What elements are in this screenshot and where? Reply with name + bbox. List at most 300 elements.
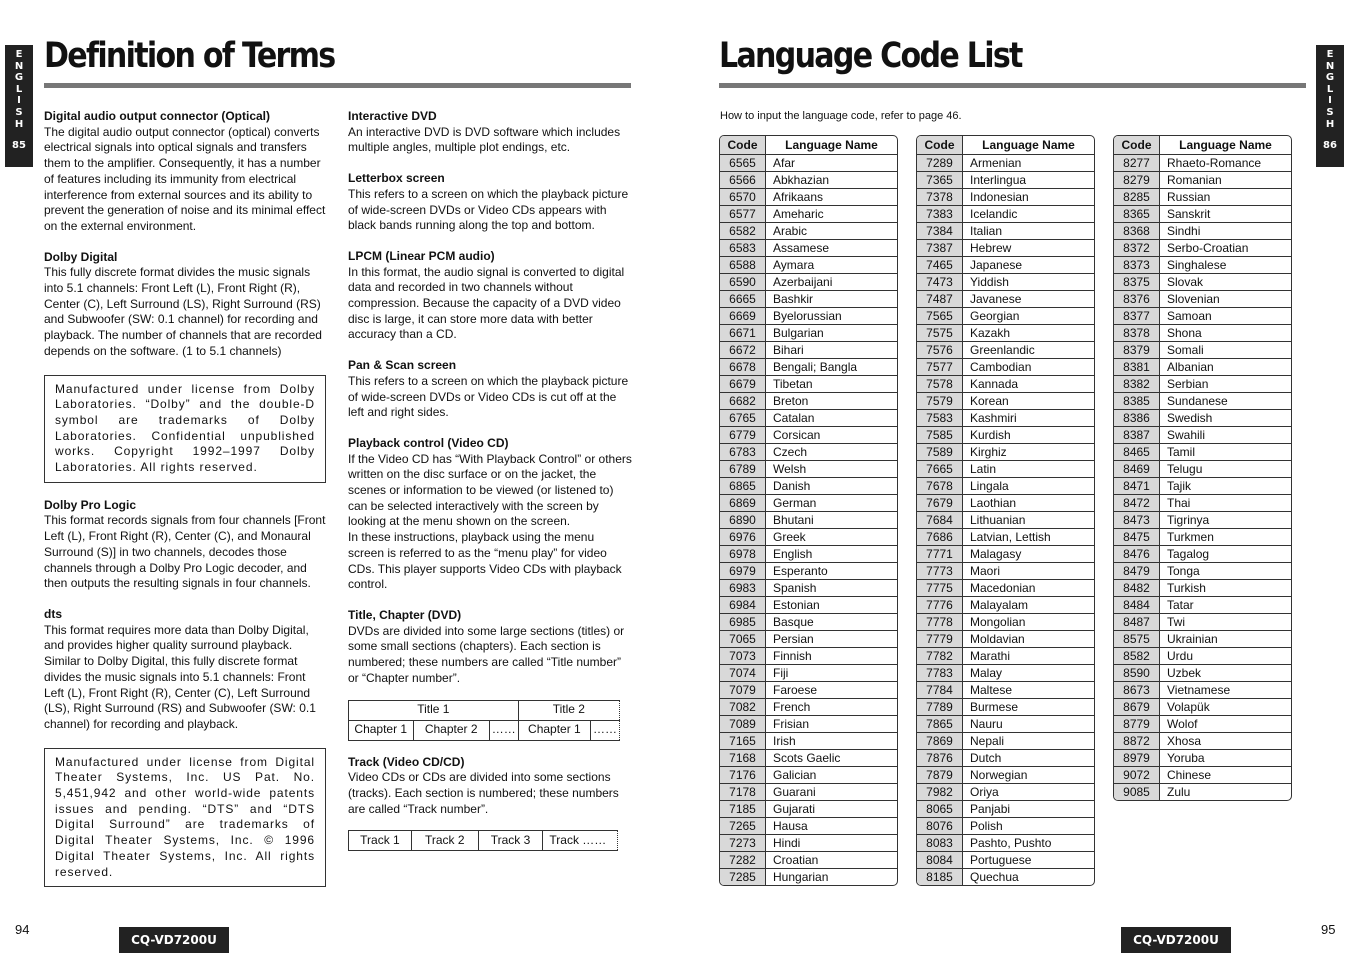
tab-letter: N (1325, 60, 1335, 72)
table-row (720, 716, 897, 733)
table-row (720, 410, 897, 427)
language-name: Byelorussian (766, 308, 898, 325)
language-name: Kannada (963, 376, 1095, 393)
table-row (917, 563, 1094, 580)
language-name: Lithuanian (963, 512, 1095, 529)
table-row (720, 240, 897, 257)
header-language-name: Language Name (963, 136, 1095, 155)
language-name: Azerbaijani (766, 274, 898, 291)
language-name: Kazakh (963, 325, 1095, 342)
language-name: Scots Gaelic (766, 750, 898, 767)
table-row (917, 597, 1094, 614)
diagram-track-cell: Track 3 (478, 831, 543, 851)
language-name: Greenlandic (963, 342, 1095, 359)
language-name: Maltese (963, 682, 1095, 699)
language-name: Malayalam (963, 597, 1095, 614)
table-row (720, 835, 897, 852)
language-code: 7168 (720, 750, 766, 767)
language-name: Serbo-Croatian (1160, 240, 1292, 257)
language-name: Kashmiri (963, 410, 1095, 427)
language-name: Arabic (766, 223, 898, 240)
diagram-chapter-cell: Chapter 1 (349, 720, 414, 740)
term-heading: Dolby Digital (44, 249, 118, 264)
table-row (1114, 580, 1291, 597)
language-code: 8479 (1114, 563, 1160, 580)
language-name: Samoan (1160, 308, 1292, 325)
table-row (1114, 767, 1291, 784)
language-name: Gujarati (766, 801, 898, 818)
table-row (917, 376, 1094, 393)
table-row (720, 359, 897, 376)
language-code: 7589 (917, 444, 963, 461)
table-row (1114, 512, 1291, 529)
language-table-2 (916, 135, 1095, 886)
table-row (917, 665, 1094, 682)
language-name: Abkhazian (766, 172, 898, 189)
language-name: Swahili (1160, 427, 1292, 444)
language-name: Georgian (963, 308, 1095, 325)
language-name: Irish (766, 733, 898, 750)
table-row (1114, 665, 1291, 682)
page-title-definition-of-terms: Definition of Terms (44, 36, 335, 76)
language-code: 7789 (917, 699, 963, 716)
header-language-name: Language Name (1160, 136, 1292, 155)
language-code: 7176 (720, 767, 766, 784)
table-row (1114, 631, 1291, 648)
term-heading: dts (44, 606, 62, 621)
term-heading: Playback control (Video CD) (348, 435, 509, 450)
language-code: 8386 (1114, 410, 1160, 427)
language-code: 7165 (720, 733, 766, 750)
language-code: 7074 (720, 665, 766, 682)
table-row (720, 750, 897, 767)
table-row (1114, 240, 1291, 257)
table-row (917, 869, 1094, 886)
table-row (720, 665, 897, 682)
table-row (917, 172, 1094, 189)
language-name: Romanian (1160, 172, 1292, 189)
language-name: Malagasy (963, 546, 1095, 563)
language-code: 7079 (720, 682, 766, 699)
side-tab-page: 85 (12, 140, 26, 152)
table-row (1114, 189, 1291, 206)
language-name: Malay (963, 665, 1095, 682)
language-name: Frisian (766, 716, 898, 733)
language-code: 8368 (1114, 223, 1160, 240)
table-row (1114, 750, 1291, 767)
language-name: Polish (963, 818, 1095, 835)
table-row (917, 512, 1094, 529)
language-name: Tamil (1160, 444, 1292, 461)
table-row (1114, 614, 1291, 631)
term-text: An interactive DVD is DVD software which includes multiple angles, multiple plot endings, etc. (348, 124, 621, 155)
table-row (1114, 597, 1291, 614)
table-row (720, 580, 897, 597)
table-row (1114, 563, 1291, 580)
table-row (720, 529, 897, 546)
language-name: Nepali (963, 733, 1095, 750)
language-name: Albanian (1160, 359, 1292, 376)
table-row (917, 325, 1094, 342)
language-name: Latvian, Lettish (963, 529, 1095, 546)
language-name: Panjabi (963, 801, 1095, 818)
table-row (720, 546, 897, 563)
term-text: The digital audio output connector (optical) converts electrical signals into optical signals and transfers them to the amplifier. Consequently, it has a number of features including its immunity from electrical interference from external sources and its ability to prevent the generation of noise and its minimal effect on the external environment. (44, 124, 326, 233)
language-name: Norwegian (963, 767, 1095, 784)
language-name: Welsh (766, 461, 898, 478)
table-row (1114, 342, 1291, 359)
table-row (1114, 733, 1291, 750)
language-name: Esperanto (766, 563, 898, 580)
language-name: Basque (766, 614, 898, 631)
language-code: 6983 (720, 580, 766, 597)
table-row (917, 631, 1094, 648)
table-header-row (917, 136, 1094, 155)
term-heading: Digital audio output connector (Optical) (44, 109, 270, 123)
table-row (720, 563, 897, 580)
language-name: Yiddish (963, 274, 1095, 291)
language-name: Sanskrit (1160, 206, 1292, 223)
table-row (720, 784, 897, 801)
table-row (1114, 444, 1291, 461)
language-name: Catalan (766, 410, 898, 427)
language-name: Shona (1160, 325, 1292, 342)
language-code: 6779 (720, 427, 766, 444)
language-name: Tajik (1160, 478, 1292, 495)
table-row (720, 801, 897, 818)
language-name: Hungarian (766, 869, 898, 886)
model-badge-right: CQ-VD7200U (1121, 927, 1231, 953)
language-code: 7678 (917, 478, 963, 495)
term-heading: Track (Video CD/CD) (348, 754, 465, 769)
language-code: 8779 (1114, 716, 1160, 733)
language-name: Galician (766, 767, 898, 784)
language-code: 8076 (917, 818, 963, 835)
term-letterbox (348, 171, 632, 234)
language-name: Chinese (1160, 767, 1292, 784)
language-code: 7876 (917, 750, 963, 767)
language-code: 8379 (1114, 342, 1160, 359)
language-code: 9085 (1114, 784, 1160, 801)
definitions-column-1 (44, 109, 326, 902)
term-playback-control (348, 436, 632, 593)
term-text: This fully discrete format divides the music signals into 5.1 channels: Front Left (L), Front Right (R), Center (C), Left Surround (LS), Right Surround (RS) and Subwoofer (SW: 0.1 channel) for recording and playback. The number of channels that are recorded depends on the software. (1 to 5.1 channels) (44, 265, 322, 358)
tab-letter: S (1326, 106, 1334, 118)
language-name: Portuguese (963, 852, 1095, 869)
table-row (917, 291, 1094, 308)
table-row (1114, 376, 1291, 393)
side-tab-letters (1316, 49, 1344, 130)
language-code: 7473 (917, 274, 963, 291)
table-row (1114, 427, 1291, 444)
table-row (917, 223, 1094, 240)
tab-letter: H (14, 118, 24, 130)
table-row (720, 869, 897, 886)
term-text: If the Video CD has “With Playback Control” or others written on the disc surface or on the jacket, the scenes or information to be viewed (or listened to) can be selected interactively with the screen by looking at the menu shown on the screen. (348, 451, 632, 529)
table-row (1114, 308, 1291, 325)
language-code: 6669 (720, 308, 766, 325)
language-code: 6672 (720, 342, 766, 359)
language-name: Estonian (766, 597, 898, 614)
language-name: Breton (766, 393, 898, 410)
language-name: Macedonian (963, 580, 1095, 597)
language-code: 7577 (917, 359, 963, 376)
table-row (720, 444, 897, 461)
language-code: 8385 (1114, 393, 1160, 410)
language-code: 7579 (917, 393, 963, 410)
table-row (720, 172, 897, 189)
language-code: 8375 (1114, 274, 1160, 291)
language-code: 8469 (1114, 461, 1160, 478)
term-text: This refers to a screen on which the playback picture of wide-screen DVDs or Video CDs appears with black bands running along the top and bottom. (348, 186, 629, 233)
table-row (917, 257, 1094, 274)
language-name: Turkmen (1160, 529, 1292, 546)
header-code: Code (917, 136, 963, 155)
table-row (1114, 223, 1291, 240)
intro-text: How to input the language code, refer to page 46. (720, 110, 962, 122)
table-row (917, 580, 1094, 597)
language-name: Japanese (963, 257, 1095, 274)
language-name: Moldavian (963, 631, 1095, 648)
language-code: 8472 (1114, 495, 1160, 512)
table-row (720, 189, 897, 206)
language-code: 6984 (720, 597, 766, 614)
language-code: 6565 (720, 155, 766, 172)
language-code: 8487 (1114, 614, 1160, 631)
language-code: 6678 (720, 359, 766, 376)
header-code: Code (1114, 136, 1160, 155)
language-code: 7782 (917, 648, 963, 665)
term-heading: Interactive DVD (348, 109, 437, 123)
language-name: Laothian (963, 495, 1095, 512)
language-code: 7273 (720, 835, 766, 852)
language-code: 6783 (720, 444, 766, 461)
term-text: In these instructions, playback using the menu screen is referred to as the “menu play” for video CDs. This player supports Video CDs with playback control. (348, 530, 622, 592)
side-tab-letters (5, 49, 33, 130)
page-title-language-code-list: Language Code List (719, 36, 1022, 76)
table-row (917, 835, 1094, 852)
table-row (1114, 206, 1291, 223)
table-row (917, 818, 1094, 835)
diagram-chapter-cell: Chapter 1 (518, 720, 590, 740)
language-code: 7065 (720, 631, 766, 648)
language-name: Armenian (970, 156, 1022, 170)
language-name: Bhutani (766, 512, 898, 529)
term-text: Similar to Dolby Digital, this fully discrete format divides the music signals into 5.1 channels: Front Left (L), Front Right (R), Center (C), Left Surround (LS), Right Surround (RS) and Subwoofer (SW: 0.1 channel) for recording and playback. (44, 654, 316, 731)
language-name: Greek (766, 529, 898, 546)
language-name: Marathi (963, 648, 1095, 665)
language-name: Tagalog (1160, 546, 1292, 563)
page-number-left: 94 (15, 922, 30, 937)
language-code: 7583 (917, 410, 963, 427)
language-code: 7879 (917, 767, 963, 784)
table-row (917, 240, 1094, 257)
page-number-right: 95 (1321, 922, 1336, 937)
language-code: 8377 (1114, 308, 1160, 325)
definitions-column-2 (348, 109, 632, 865)
language-code: 8083 (917, 835, 963, 852)
language-name: Latin (963, 461, 1095, 478)
language-code: 7265 (720, 818, 766, 835)
diagram-track-cell: Track …… (543, 831, 618, 851)
table-row (1114, 495, 1291, 512)
language-name: Uzbek (1160, 665, 1292, 682)
language-code: 8373 (1114, 257, 1160, 274)
table-row (720, 699, 897, 716)
title-rule (719, 83, 1306, 88)
table-row (1114, 699, 1291, 716)
table-row (1114, 155, 1291, 172)
language-code: 7185 (720, 801, 766, 818)
language-code: 8277 (1114, 155, 1160, 172)
language-name: Somali (1160, 342, 1292, 359)
term-pan-scan (348, 358, 632, 421)
language-name: Turkish (1160, 580, 1292, 597)
language-name: Singhalese (1160, 257, 1292, 274)
language-name: Slovenian (1160, 291, 1292, 308)
language-code: 7378 (917, 189, 963, 206)
table-row (1114, 682, 1291, 699)
language-code: 8979 (1114, 750, 1160, 767)
language-name: Yoruba (1160, 750, 1292, 767)
term-title-chapter (348, 608, 632, 687)
language-name: Tonga (1160, 563, 1292, 580)
table-row (720, 393, 897, 410)
language-code: 6570 (720, 189, 766, 206)
language-name: Cambodian (963, 359, 1095, 376)
table-row (1114, 529, 1291, 546)
term-text: This format requires more data than Dolby Digital, and provides higher quality surround playback. (44, 622, 309, 653)
table-row (720, 495, 897, 512)
language-code: 7776 (917, 597, 963, 614)
language-name: Serbian (1160, 376, 1292, 393)
language-name: Zulu (1160, 784, 1292, 801)
table-row (1114, 274, 1291, 291)
table-row (720, 325, 897, 342)
language-code: 8381 (1114, 359, 1160, 376)
language-name: Oriya (963, 784, 1095, 801)
language-name: Quechua (963, 869, 1095, 886)
language-code: 7383 (917, 206, 963, 223)
table-row (720, 155, 897, 172)
table-row (1114, 546, 1291, 563)
language-name: Hindi (766, 835, 898, 852)
language-name: Afrikaans (766, 189, 898, 206)
language-code: 7387 (917, 240, 963, 257)
tab-letter: E (15, 49, 23, 60)
language-name: Ukrainian (1160, 631, 1292, 648)
language-code: 7679 (917, 495, 963, 512)
term-interactive-dvd (348, 109, 632, 156)
term-optical (44, 109, 326, 235)
table-row (1114, 172, 1291, 189)
language-name: Persian (766, 631, 898, 648)
table-row (917, 750, 1094, 767)
term-heading: Title, Chapter (DVD) (348, 607, 462, 622)
language-name: Hausa (766, 818, 898, 835)
language-name: Bashkir (766, 291, 898, 308)
language-code: 8378 (1114, 325, 1160, 342)
language-name: Xhosa (1160, 733, 1292, 750)
language-code: 7684 (917, 512, 963, 529)
language-name: Vietnamese (1160, 682, 1292, 699)
language-name: Korean (963, 393, 1095, 410)
language-code: 7771 (917, 546, 963, 563)
language-code: 8185 (917, 869, 963, 886)
language-code: 6682 (720, 393, 766, 410)
table-row (917, 410, 1094, 427)
language-name: Bihari (766, 342, 898, 359)
language-code: 6679 (720, 376, 766, 393)
language-code: 8872 (1114, 733, 1160, 750)
language-name: Finnish (766, 648, 898, 665)
term-track (348, 755, 632, 818)
table-row (720, 376, 897, 393)
language-code: 7585 (917, 427, 963, 444)
language-code: 8482 (1114, 580, 1160, 597)
table-row (917, 444, 1094, 461)
table-row (720, 274, 897, 291)
language-code: 6765 (720, 410, 766, 427)
diagram-chapter-cell: Chapter 2 (413, 720, 489, 740)
language-code: 6890 (720, 512, 766, 529)
language-code: 8285 (1114, 189, 1160, 206)
language-code: 6978 (720, 546, 766, 563)
diagram-track-label: Track (549, 832, 579, 847)
language-name: Assamese (766, 240, 898, 257)
language-name: Bengali; Bangla (766, 359, 898, 376)
language-code: 7282 (720, 852, 766, 869)
term-text: This format records signals from four channels [Front Left (L), Front Right (R), Center (C), and Monaural Surround (S)] in two channels, decodes those channels through a Dolby Pro Logic decoder, and then outputs the resulting signals in four channels. (44, 513, 326, 591)
language-code: 8590 (1114, 665, 1160, 682)
diagram-ellipsis-cell: …… (489, 720, 518, 740)
language-code: 8673 (1114, 682, 1160, 699)
language-name: Faroese (766, 682, 898, 699)
table-row (720, 342, 897, 359)
language-code: 7365 (917, 172, 963, 189)
title-chapter-diagram (348, 700, 620, 741)
table-row (917, 733, 1094, 750)
table-row (917, 801, 1094, 818)
language-code: 7773 (917, 563, 963, 580)
tab-letter: S (15, 106, 23, 118)
language-code: 7575 (917, 325, 963, 342)
language-code: 7783 (917, 665, 963, 682)
table-row (917, 546, 1094, 563)
english-side-tab-right (1316, 45, 1344, 167)
language-code: 7775 (917, 580, 963, 597)
language-code: 7784 (917, 682, 963, 699)
language-name: Nauru (963, 716, 1095, 733)
table-row (917, 716, 1094, 733)
table-row (1114, 461, 1291, 478)
language-code: 7487 (917, 291, 963, 308)
term-text: In this format, the audio signal is converted to digital data and recorded in two channels without compression. Because the capacity of a DVD video disc is large, it can store more data with better accuracy than a CD. (348, 264, 625, 342)
language-code: 6671 (720, 325, 766, 342)
language-code: 8279 (1114, 172, 1160, 189)
diagram-track-cell: Track 2 (411, 831, 478, 851)
term-heading: Letterbox screen (348, 171, 445, 186)
language-code: 8471 (1114, 478, 1160, 495)
language-code: 7578 (917, 376, 963, 393)
table-row (917, 478, 1094, 495)
table-row (917, 342, 1094, 359)
language-code: 6583 (720, 240, 766, 257)
table-row (720, 631, 897, 648)
table-row (917, 461, 1094, 478)
language-code: 7665 (917, 461, 963, 478)
tab-letter: N (14, 60, 24, 72)
